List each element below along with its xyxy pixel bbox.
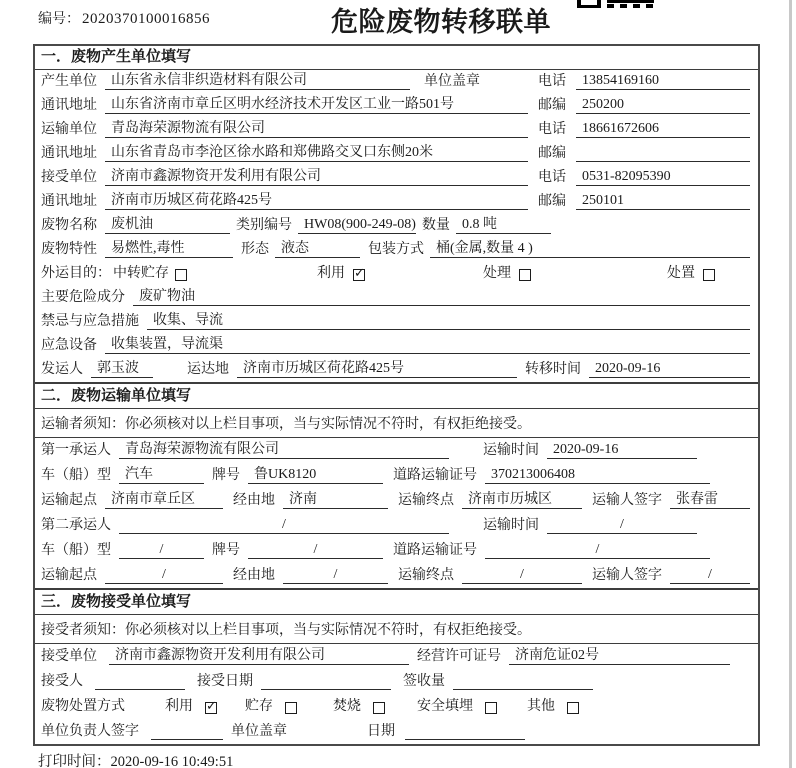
- serial-number: 2020370100016856: [82, 11, 210, 27]
- received-amount-label: 签收量: [403, 674, 445, 689]
- producer-address-label: 通讯地址: [41, 98, 97, 113]
- route1-end-label: 运输终点: [398, 493, 454, 508]
- permit1-value: 370213006408: [485, 467, 710, 484]
- plate1-label: 牌号: [212, 468, 240, 483]
- transporter-row: [35, 118, 758, 142]
- destination-label: 运达地: [187, 362, 229, 377]
- receiver-phone-label: 电话: [538, 170, 566, 185]
- emergency-measures-value: 收集、导流: [147, 313, 750, 330]
- disposal-option-other: 其他: [527, 699, 555, 714]
- plate2-label: 牌号: [212, 543, 240, 558]
- serial-label: 编号：: [38, 12, 80, 27]
- carrier1-time-value: 2020-09-16: [547, 442, 697, 459]
- receiver-address-label: 通讯地址: [41, 194, 97, 209]
- receiver-zip-value: 250101: [576, 193, 750, 210]
- accept-unit-label: 接受单位: [41, 649, 97, 664]
- disposal-option-utilize: 利用: [165, 699, 193, 714]
- transporter-phone-value: 18661672606: [576, 121, 750, 138]
- receiver-phone-value: 0531-82095390: [576, 169, 750, 186]
- accept-unit-value: 济南市鑫源物资开发利用有限公司: [109, 648, 409, 665]
- hazard-value: 废矿物油: [133, 289, 750, 306]
- section3-header: 三．废物接受单位填写: [35, 588, 758, 615]
- waste-name-label: 废物名称: [41, 218, 97, 233]
- checkbox-utilize: [353, 269, 365, 281]
- checkbox-disposal-incinerate: [373, 702, 385, 714]
- purpose-option-transfer-storage: 中转贮存: [113, 266, 169, 281]
- transfer-time-label: 转移时间: [525, 362, 581, 377]
- route1-sign-label: 运输人签字: [592, 493, 662, 508]
- purpose-option-treat: 处理: [483, 266, 511, 281]
- disposal-method-row: [35, 694, 758, 719]
- qr-code-fragment: [577, 0, 654, 8]
- route2-via-value: /: [283, 567, 388, 584]
- recipient-value: [95, 689, 185, 690]
- vehicle1-value: 汽车: [119, 467, 204, 484]
- unit-seal-label: 单位盖章: [231, 724, 287, 739]
- waste-form-value: 液态: [275, 241, 360, 258]
- carrier1-time-label: 运输时间: [483, 443, 539, 458]
- qr-block-right: [607, 0, 654, 8]
- vehicle2-value: /: [119, 542, 204, 559]
- transporter-phone-label: 电话: [538, 122, 566, 137]
- accept-date-label: 接受日期: [197, 674, 253, 689]
- qr-block-left: [577, 0, 601, 8]
- transporter-zip-label: 邮编: [538, 146, 566, 161]
- waste-name-value: 废机油: [105, 217, 230, 234]
- route2-end-label: 运输终点: [398, 568, 454, 583]
- transporter-zip-value: [576, 161, 750, 162]
- checkbox-disposal-store: [285, 702, 297, 714]
- packing-value: 桶(金属,数量 4 ): [430, 241, 750, 258]
- producer-value: 山东省永信非织造材料有限公司: [105, 73, 410, 90]
- carrier1-row: [35, 438, 758, 463]
- route2-end-value: /: [462, 567, 582, 584]
- receiver-address-row: [35, 190, 758, 214]
- transporter-address-value: 山东省青岛市李沧区徐水路和郑佛路交叉口东侧20米: [105, 145, 528, 162]
- receiver-row: [35, 166, 758, 190]
- producer-seal-label: 单位盖章: [424, 74, 480, 89]
- signoff-row: [35, 719, 758, 744]
- transporter-value: 青岛海荣源物流有限公司: [105, 121, 528, 138]
- route2-via-label: 经由地: [233, 568, 275, 583]
- vehicle1-label: 车（船）型: [41, 468, 111, 483]
- section3-notice: 接受者须知：你必须核对以上栏目事项，当与实际情况不符时，有权拒绝接受。: [35, 615, 758, 644]
- accept-date-value: [261, 689, 391, 690]
- print-time-line: [38, 750, 233, 768]
- emergency-measures-label: 禁忌与应急措施: [41, 314, 139, 329]
- route1-start-label: 运输起点: [41, 493, 97, 508]
- section1-header: 一．废物产生单位填写: [35, 46, 758, 70]
- waste-traits-value: 易燃性,毒性: [105, 241, 233, 258]
- transfer-time-value: 2020-09-16: [589, 361, 750, 378]
- scan-edge-line: [789, 0, 792, 768]
- print-time-value: 2020-09-16 10:49:51: [110, 754, 234, 768]
- route2-sign-label: 运输人签字: [592, 568, 662, 583]
- carrier2-time-value: /: [547, 517, 697, 534]
- carrier2-value: /: [119, 517, 449, 534]
- responsible-sign-label: 单位负责人签字: [41, 724, 139, 739]
- purpose-row: [35, 262, 758, 286]
- producer-phone-label: 电话: [538, 74, 566, 89]
- emergency-equipment-label: 应急设备: [41, 338, 97, 353]
- receiver-value: 济南市鑫源物资开发利用有限公司: [105, 169, 528, 186]
- producer-zip-label: 邮编: [538, 98, 566, 113]
- destination-value: 济南市历城区荷花路425号: [237, 361, 517, 378]
- checkbox-disposal-utilize: [205, 702, 217, 714]
- manifest-form: [33, 44, 760, 746]
- carrier2-time-label: 运输时间: [483, 518, 539, 533]
- checkbox-disposal-landfill: [485, 702, 497, 714]
- route1-start-value: 济南市章丘区: [105, 492, 223, 509]
- permit2-value: /: [485, 542, 710, 559]
- signoff-date-value: [405, 739, 525, 740]
- vehicle1-row: [35, 463, 758, 488]
- permit2-label: 道路运输证号: [393, 543, 477, 558]
- section2-notice: 运输者须知：你必须核对以上栏目事项，当与实际情况不符时，有权拒绝接受。: [35, 409, 758, 438]
- emergency-equipment-value: 收集装置，导流渠: [105, 337, 750, 354]
- transporter-address-label: 通讯地址: [41, 146, 97, 161]
- receiver-label: 接受单位: [41, 170, 97, 185]
- checkbox-transfer-storage: [175, 269, 187, 281]
- waste-traits-row: [35, 238, 758, 262]
- waste-name-row: [35, 214, 758, 238]
- packing-label: 包装方式: [368, 242, 424, 257]
- disposal-option-incinerate: 焚烧: [333, 699, 361, 714]
- carrier2-label: 第二承运人: [41, 518, 111, 533]
- producer-phone-value: 13854169160: [576, 73, 750, 90]
- emergency-equipment-row: [35, 334, 758, 358]
- page-title: 危险废物转移联单: [331, 7, 551, 37]
- transporter-label: 运输单位: [41, 122, 97, 137]
- producer-row: [35, 70, 758, 94]
- vehicle2-row: [35, 538, 758, 563]
- section2-header: 二．废物运输单位填写: [35, 382, 758, 409]
- dispatch-row: [35, 358, 758, 382]
- route1-end-value: 济南市历城区: [462, 492, 582, 509]
- waste-form-label: 形态: [241, 242, 269, 257]
- checkbox-treat: [519, 269, 531, 281]
- transporter-address-row: [35, 142, 758, 166]
- waste-category-label: 类别编号: [236, 218, 292, 233]
- recipient-row: [35, 669, 758, 694]
- received-amount-value: [453, 689, 593, 690]
- producer-label: 产生单位: [41, 74, 97, 89]
- route2-row: [35, 563, 758, 588]
- recipient-label: 接受人: [41, 674, 83, 689]
- license-label: 经营许可证号: [417, 649, 501, 664]
- producer-address-value: 山东省济南市章丘区明水经济技术开发区工业一路501号: [105, 97, 528, 114]
- plate1-value: 鲁UK8120: [248, 467, 383, 484]
- permit1-label: 道路运输证号: [393, 468, 477, 483]
- emergency-measures-row: [35, 310, 758, 334]
- carrier1-label: 第一承运人: [41, 443, 111, 458]
- license-value: 济南危证02号: [509, 648, 730, 665]
- route2-start-value: /: [105, 567, 223, 584]
- producer-zip-value: 250200: [576, 97, 750, 114]
- waste-quantity-label: 数量: [422, 218, 450, 233]
- purpose-option-utilize: 利用: [317, 266, 345, 281]
- waste-traits-label: 废物特性: [41, 242, 97, 257]
- receiver-zip-label: 邮编: [538, 194, 566, 209]
- hazard-row: [35, 286, 758, 310]
- route1-row: [35, 488, 758, 513]
- carrier2-row: [35, 513, 758, 538]
- plate2-value: /: [248, 542, 383, 559]
- route2-start-label: 运输起点: [41, 568, 97, 583]
- disposal-option-store: 贮存: [245, 699, 273, 714]
- disposal-method-label: 废物处置方式: [41, 699, 125, 714]
- receiver-address-value: 济南市历城区荷花路425号: [105, 193, 528, 210]
- route1-via-label: 经由地: [233, 493, 275, 508]
- route1-via-value: 济南: [283, 492, 388, 509]
- vehicle2-label: 车（船）型: [41, 543, 111, 558]
- responsible-sign-value: [151, 739, 223, 740]
- route1-sign-value: 张春雷: [670, 492, 750, 509]
- carrier1-value: 青岛海荣源物流有限公司: [119, 442, 449, 459]
- shipper-label: 发运人: [41, 362, 83, 377]
- accept-unit-row: [35, 644, 758, 669]
- producer-address-row: [35, 94, 758, 118]
- print-time-label: 打印时间：: [38, 754, 111, 768]
- serial-number-line: [38, 8, 210, 28]
- hazard-label: 主要危险成分: [41, 290, 125, 305]
- signoff-date-label: 日期: [367, 724, 395, 739]
- waste-quantity-value: 0.8 吨: [456, 217, 551, 234]
- purpose-option-dispose: 处置: [667, 266, 695, 281]
- checkbox-disposal-other: [567, 702, 579, 714]
- waste-category-value: HW08(900-249-08): [298, 217, 416, 234]
- route2-sign-value: /: [670, 567, 750, 584]
- shipper-value: 郭玉波: [91, 361, 153, 378]
- checkbox-dispose: [703, 269, 715, 281]
- disposal-option-landfill: 安全填埋: [417, 699, 473, 714]
- purpose-label: 外运目的：: [41, 266, 111, 281]
